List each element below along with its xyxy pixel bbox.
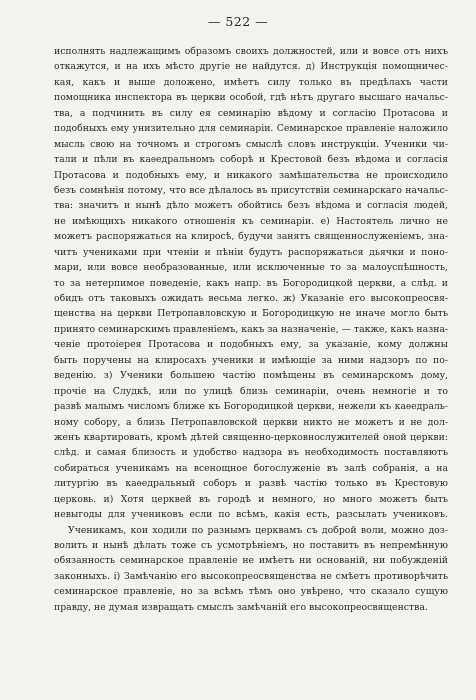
text-line: кая, какъ и выше доложено, имѣетъ силу только въ предѣлахъ части bbox=[54, 76, 448, 88]
body-text bbox=[54, 44, 448, 615]
text-line: то за нетерпимое поведеніе, какъ напр. въ Богородицкой церкви, а слѣд. и bbox=[54, 277, 448, 289]
text-line: мысль свою на точномъ и строгомъ смыслѣ словъ инструкціи. Ученики чи- bbox=[54, 138, 448, 150]
text-line: ченіе протоіерея Протасова и подобныхъ ему, за указаніе, кому должны bbox=[54, 339, 448, 351]
text-line: Ученикамъ, кои ходили по разнымъ церквамъ съ доброй воли, можно доз- bbox=[68, 524, 448, 536]
text-line: Протасова и подобныхъ ему, и никакого замѣшательства не происходило bbox=[54, 169, 448, 181]
text-line: невыгоды для учениковъ если по всѣмъ, какія есть, разсылать учениковъ. bbox=[54, 509, 448, 521]
text-line: веденію. з) Ученики большею частію помѣщены въ семинарскомъ дому, bbox=[54, 370, 448, 382]
text-line: женъ квартировать, кромѣ дѣтей священно-церковнослужителей оной церкви: bbox=[54, 431, 448, 443]
text-line: правду, не думая извращать смыслъ замѣчаній его высокопреосвященства. bbox=[54, 601, 428, 613]
text-line: волить и нынѣ дѣлать тоже съ усмотрѣніемъ, но поставить въ непремѣнную bbox=[54, 540, 448, 551]
page-number: — 522 — bbox=[207, 14, 269, 29]
text-line: мари, или вовсе необразованные, или исключенные то за малоуспѣшность, bbox=[54, 262, 448, 274]
text-line: законныхъ. і) Замѣчанію его высокопреосвященства не смѣетъ противорѣчить bbox=[54, 570, 448, 582]
text-line: церковь. и) Хотя церквей въ городѣ и немного, но много можетъ быть bbox=[54, 493, 448, 505]
text-line: собираться ученикамъ на всенощное богослуженіе въ залѣ собранія, а на bbox=[54, 462, 448, 474]
text-line: подобныхъ ему унизительно для семинаріи. Семинарское правленіе наложило bbox=[54, 123, 448, 135]
text-line: не имѣющихъ никакого отношенія къ семинаріи. е) Настоятель лично не bbox=[54, 215, 448, 227]
text-line: щенства на церкви Петропавловскую и Богородицкую не иначе могло быть bbox=[54, 308, 448, 320]
text-line: безъ сомнѣнія потому, что все дѣлалось въ присутствіи семинарскаго начальс- bbox=[54, 184, 448, 196]
text-line: можетъ распоряжаться на клиросѣ, будучи занятъ священнослуженіемъ, зна- bbox=[54, 231, 448, 243]
text-line: откажутся, и на ихъ мѣсто другіе не найдутся. д) Инструкція помощничес- bbox=[54, 61, 448, 73]
text-line: прочіе на Слудкѣ, или по улицѣ близь семинаріи, очень немногіе и то bbox=[54, 385, 448, 397]
text-line: литургію въ каѳедральный соборъ и развѣ частію только въ Крестовую bbox=[54, 478, 448, 490]
text-line: помощника инспектора въ церкви особой, гдѣ нѣтъ другаго высшаго начальс- bbox=[54, 92, 448, 104]
text-line: тва, а подчинить въ силу ея семинарію вѣдому и согласію Протасова и bbox=[54, 107, 448, 119]
text-line: слѣд. и самая близость и удобство надзора въ необходимость поставляютъ bbox=[54, 447, 448, 459]
text-line: ному собору, а близь Петропавловской церкви никто не можетъ и не дол- bbox=[54, 416, 448, 428]
text-line: обязанность семинарское правленіе не имѣетъ ни основаній, ни побужденій bbox=[54, 555, 448, 567]
text-line: исполнять надлежащимъ образомъ своихъ должностей, или и вовсе отъ нихъ bbox=[54, 46, 448, 57]
text-line: принято семинарскимъ правленіемъ, какъ за назначеніе, — также, какъ назна- bbox=[54, 323, 448, 335]
text-line: тали и пѣли въ каѳедральномъ соборѣ и Крестовой безъ вѣдома и согласія bbox=[54, 154, 448, 166]
text-line: развѣ малымъ числомъ ближе къ Богородицкой церкви, нежели къ каѳедраль- bbox=[54, 401, 448, 413]
text-line: тва: значитъ и нынѣ дѣло можетъ обойтись безъ вѣдома и согласія людей, bbox=[54, 200, 448, 212]
text-line: семинарское правленіе, но за всѣмъ тѣмъ оно увѣрено, что сказало сущую bbox=[54, 586, 448, 598]
text-line: обидъ отъ таковыхъ ожидать весьма легко. ж) Указаніе его высокопреосвя- bbox=[54, 293, 448, 304]
text-line: быть поручены на клиросахъ ученики и имѣющіе за ними надзоръ по по- bbox=[54, 354, 448, 366]
text-line: читъ учениками при чтеніи и пѣніи будутъ распоряжаться дьячки и поно- bbox=[54, 246, 448, 258]
